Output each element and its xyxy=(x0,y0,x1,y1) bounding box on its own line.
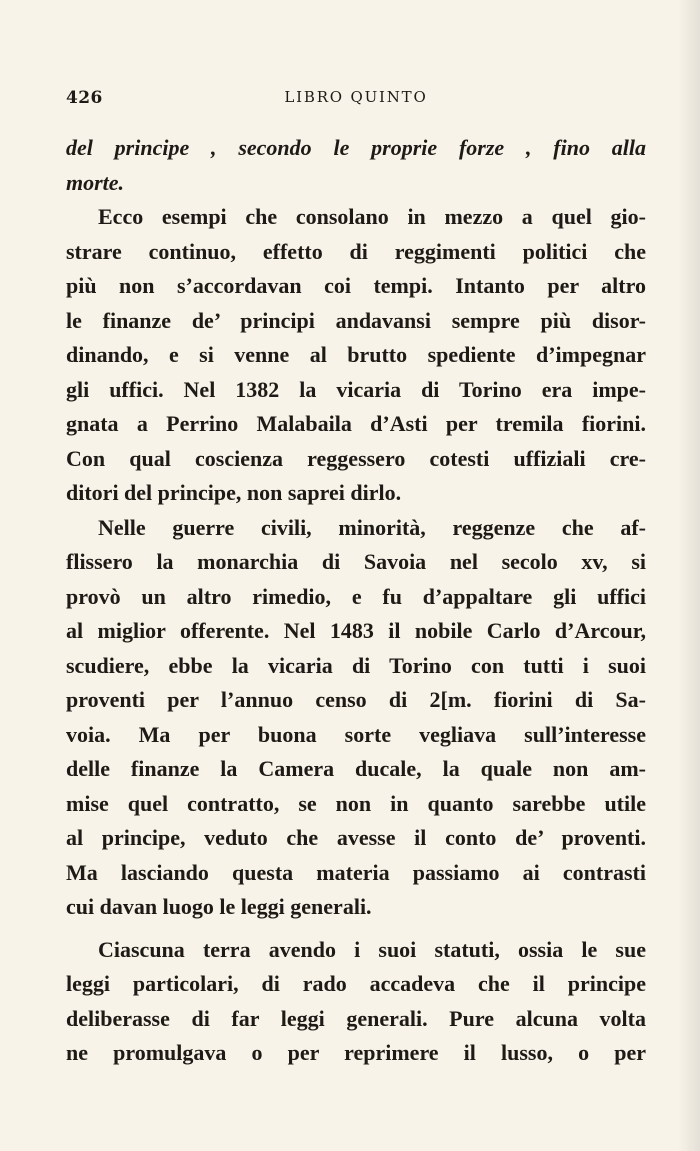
text-line: deliberasse di far leggi generali. Pure alcuna volta xyxy=(66,1005,646,1031)
text-line: gli uffici. Nel 1382 la vicaria di Torino era impe- xyxy=(66,376,646,402)
text-line: provò un altro rimedio, e fu d’appaltare gli uffici xyxy=(66,583,646,609)
paragraph-continuation xyxy=(66,131,646,200)
text-line: Nelle guerre civili, minorità, reggenze che af- xyxy=(98,514,646,540)
text-line: Ecco esempi che consolano in mezzo a quel gio- xyxy=(98,204,646,229)
paragraph xyxy=(66,511,646,925)
text-line: al miglior offerente. Nel 1483 il nobile Carlo d’Arcour, xyxy=(66,618,646,643)
text-line: morte. xyxy=(66,169,125,195)
text-line: proventi per l’annuo censo di 2[m. fiorini di Sa- xyxy=(66,687,646,712)
paragraph xyxy=(66,200,646,511)
text-line: al principe, veduto che avesse il conto de’ proventi. xyxy=(66,825,646,850)
text-line: del principe , secondo le proprie forze , fino alla xyxy=(66,135,646,160)
text-line: gnata a Perrino Malabaila d’Asti per tremila fiorini. xyxy=(66,411,646,436)
text-line: Con qual coscienza reggessero cotesti uffiziali cre- xyxy=(66,445,646,471)
page-header xyxy=(66,88,646,114)
text-line: strare continuo, effetto di reggimenti politici che xyxy=(66,238,646,264)
running-head: LIBRO QUINTO xyxy=(284,88,428,106)
text-line: Ciascuna terra avendo i suoi statuti, ossia le sue xyxy=(98,936,646,962)
body-text xyxy=(66,131,646,1071)
text-line: mise quel contratto, se non in quanto sarebbe utile xyxy=(66,790,646,816)
text-line: scudiere, ebbe la vicaria di Torino con tutti i suoi xyxy=(66,652,646,678)
text-line: le finanze de’ principi andavansi sempre più disor- xyxy=(66,307,646,333)
text-line: voia. Ma per buona sorte vegliava sull’interesse xyxy=(66,721,646,747)
text-line: più non s’accordavan coi tempi. Intanto per altro xyxy=(66,273,646,298)
page-edge-shadow xyxy=(678,0,700,1151)
paragraph-gap xyxy=(66,925,646,933)
text-line: leggi particolari, di rado accadeva che il principe xyxy=(66,971,646,996)
text-line: dinando, e si venne al brutto spediente d’impegnar xyxy=(66,342,646,367)
text-line: Ma lasciando questa materia passiamo ai contrasti xyxy=(66,859,646,885)
page-number: 426 xyxy=(66,88,103,108)
text-line: flissero la monarchia di Savoia nel secolo xv, si xyxy=(66,549,646,574)
text-line: ne promulgava o per reprimere il lusso, o per xyxy=(66,1040,646,1065)
paragraph xyxy=(66,933,646,1071)
text-line: cui davan luogo le leggi generali. xyxy=(66,894,372,919)
text-line: delle finanze la Camera ducale, la quale non am- xyxy=(66,756,646,781)
text-line: ditori del principe, non saprei dirlo. xyxy=(66,480,402,505)
